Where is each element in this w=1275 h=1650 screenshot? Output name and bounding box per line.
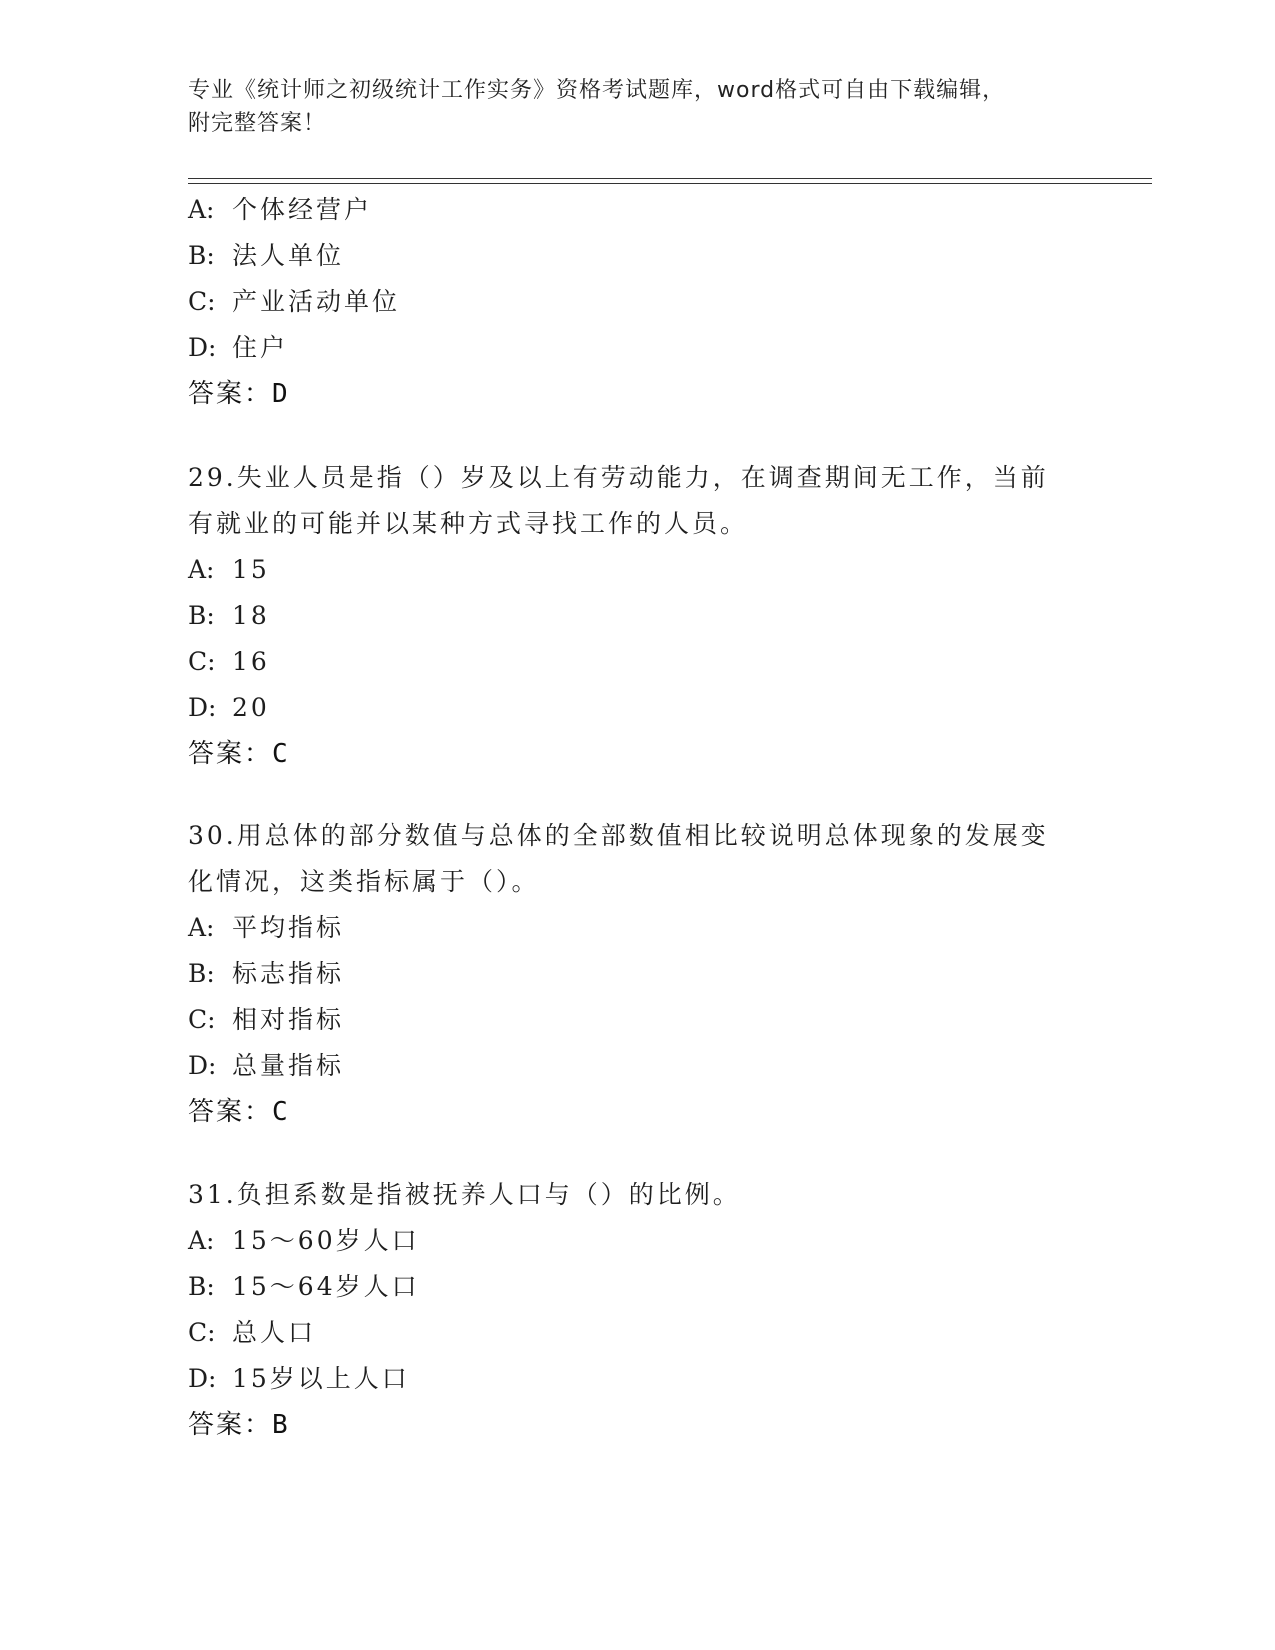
question-text: 30.用总体的部分数值与总体的全部数值相比较说明总体现象的发展变 化情况，这类指标属于（）。 [188, 821, 1049, 896]
header-divider-top [188, 178, 1152, 179]
document-header [188, 74, 1088, 140]
option-b: B: 18 [188, 601, 270, 630]
option-b: B: 标志指标 [188, 959, 345, 988]
option-a: A: 15 [188, 555, 270, 584]
answer-line: 答案：C [188, 1097, 288, 1127]
option-c: C: 相对指标 [188, 1005, 345, 1034]
question-text: 29.失业人员是指（）岁及以上有劳动能力，在调查期间无工作，当前 有就业的可能并以某种方式寻找工作的人员。 [188, 463, 1049, 538]
option-a: A: 个体经营户 [188, 195, 373, 224]
option-d: D: 住户 [188, 333, 289, 362]
question-block-30 [188, 813, 1088, 1135]
question-block-31 [188, 1172, 1088, 1448]
option-c: C: 产业活动单位 [188, 287, 401, 316]
question-block-29 [188, 455, 1088, 777]
option-a: A: 15～60岁人口 [188, 1226, 420, 1255]
answer-line: 答案：D [188, 379, 288, 409]
option-b: B: 15～64岁人口 [188, 1272, 420, 1301]
option-c: C: 16 [188, 647, 270, 676]
header-divider-bottom [188, 183, 1152, 184]
option-a: A: 平均指标 [188, 913, 345, 942]
option-d: D: 15岁以上人口 [188, 1364, 410, 1393]
option-d: D: 20 [188, 693, 270, 722]
option-d: D: 总量指标 [188, 1051, 345, 1080]
answer-line: 答案：B [188, 1410, 288, 1440]
header-line-2: 附完整答案！ [188, 111, 327, 136]
question-text: 31.负担系数是指被抚养人口与（）的比例。 [188, 1180, 741, 1209]
option-c: C: 总人口 [188, 1318, 317, 1347]
question-block-prev [188, 187, 1088, 417]
answer-line: 答案：C [188, 739, 288, 769]
option-b: B: 法人单位 [188, 241, 345, 270]
header-line-1: 专业《统计师之初级统计工作实务》资格考试题库，word格式可自由下载编辑， [188, 78, 1006, 103]
